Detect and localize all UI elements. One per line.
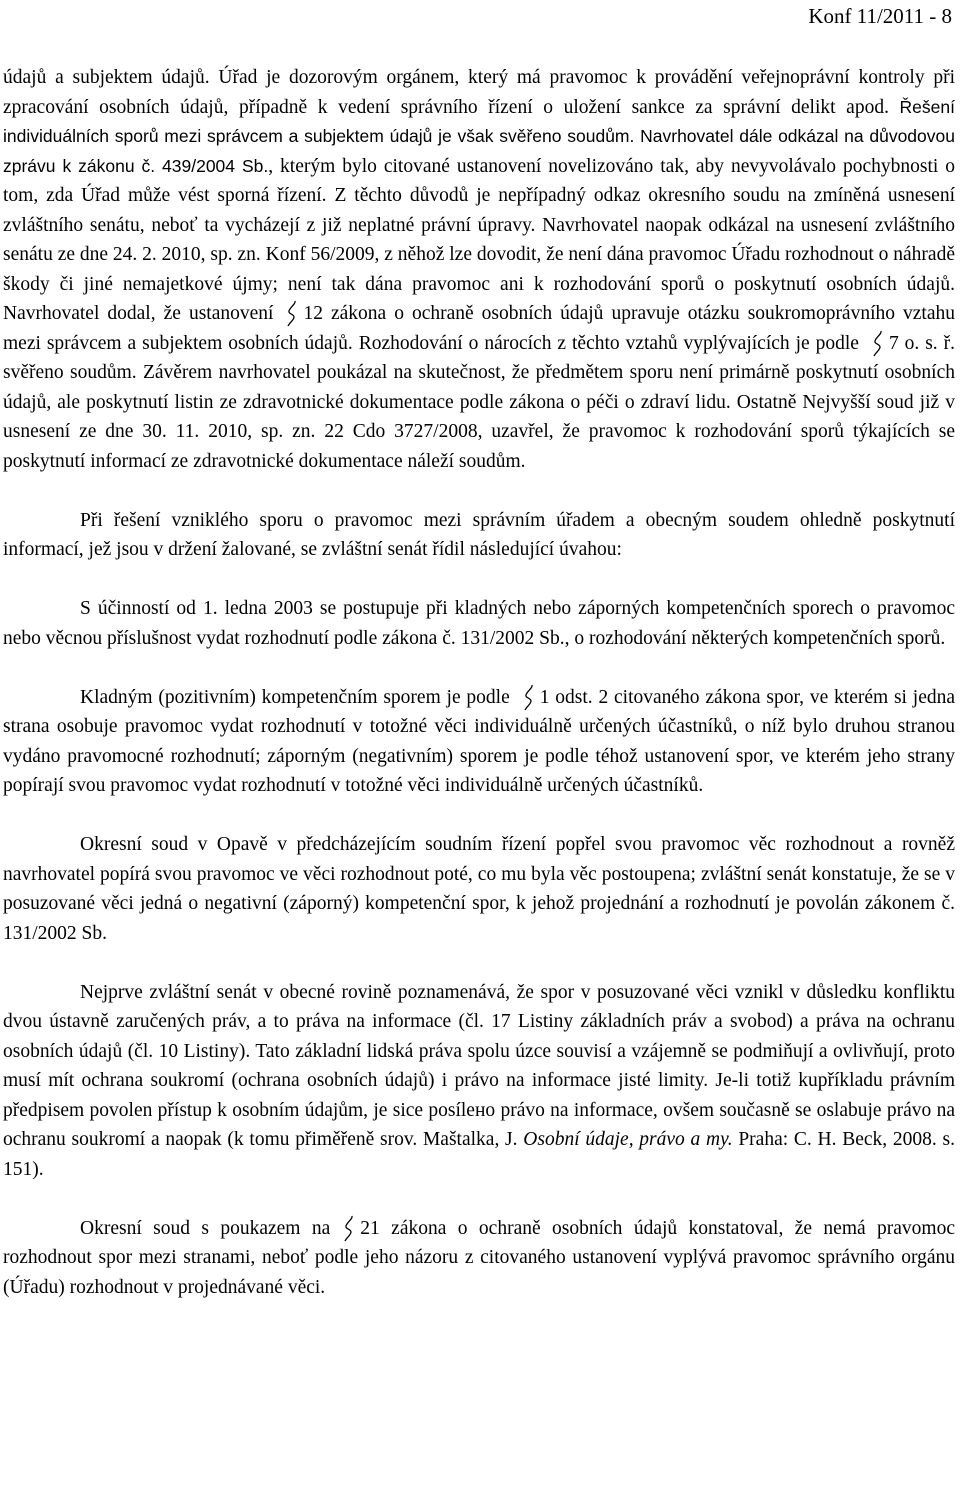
- paragraph-navrhovatel-arguments: [3, 63, 955, 476]
- text-segment: Okresní soud s poukazem na: [80, 1217, 331, 1239]
- text-segment: 7 o. s. ř. svěřeno soudům. Závěrem navrhovatel poukázal na skutečnost, že předmětem sporu není primárně poskytnutí osobních údajů, ale poskytnutí listin ze zdravotnické dokumentace podle zákona o péči o zdraví lidu. Ostatně Nejvyšší soud již v usnesení ze dne 30. 11. 2010, sp. zn. 22 Cdo 3727/2008, uzavřel, že pravomoc k rozhodování sporů týkajících se poskytnutí informací ze zdravotnické dokumentace náleží soudům.: [3, 332, 955, 472]
- text-segment: Praha: C. H. Beck, 2008. s. 151).: [3, 1129, 956, 1180]
- text-segment: Z těchto důvodů je nepřípadný odkaz okresního soudu na zmíněná usnesení zvláštního senátu, neboť ta vycházejí z již neplatné právní úpravy. Navrhovatel naopak odkázal na usnesení zvláštního senátu ze dne 24. 2. 2010, sp. zn.: [3, 185, 955, 265]
- text-segment: Konf 56/2009, z něhož lze dovodit, že není dána pravomoc Úřadu rozhodnout o náhradě škody či jiné nemajetkové újmy; není tak dána pravomoc ani k rozhodování sporů o poskytnutí osobních údajů. Navrhovatel dodal, že ustanovení: [3, 244, 955, 324]
- paragraph-rights-conflict: [3, 978, 955, 1185]
- paragraph-effective-date: S účinností od 1. ledna 2003 se postupuje při kladných nebo záporných kompetenčních sporech o pravomoc nebo věcnou příslušnost vydat rozhodnutí podle zákona č. 131/2002 Sb., o rozhodování některých kompetenčních sporů.: [3, 598, 955, 649]
- text-segment: Nejprve zvláštní senát v obecné rovině poznamenává, že spor v posuzované věci vznikl v důsledku konfliktu dvou ústavně zaručených práv, a to práva na informace (čl. 17 Listiny základních práv a svobod) a práva na ochranu osobních údajů (čl. 10 Listiny). Tato základní lidská práva spolu úzce souvisí a vzájemně se podmiňují a ovlivňují, proto musí mít ochrana soukromí (ochrana osobních údajů) i právo na informace jisté limity. Je-li totiž kupříkladu právním předpisem povolen přístup k osobním údajům, je sice posílено právo na informace, ovšem současně se oslabuje právo na ochranu soukromí a naopak (k tomu přiměřeně srov. Maštalka, J.: [3, 981, 955, 1150]
- text-segment: , kterým bylo citované ustanovení novelizováno tak, aby nevyvolávalo pochybnosti o tom, zda Úřad může vést sporná řízení.: [3, 155, 955, 206]
- section-sign-icon: [871, 330, 885, 357]
- section-sign-icon: [522, 684, 536, 711]
- paragraph-senate-reasoning-intro: Při řešení vzniklého sporu o pravomoc mezi správním úřadem a obecným soudem ohledně poskytnutí informací, jež jsou v držení žalované, se zvláštní senát řídil následující úvahou:: [3, 509, 955, 560]
- section-sign-icon: [285, 300, 299, 327]
- running-header: Konf 11/2011 - 8: [808, 4, 952, 28]
- text-segment: 12 zákona o ochraně osobních údajů upravuje otázku soukromoprávního vztahu mezi správcem a subjektem osobních údajů. Rozhodování o nárocích z těchto vztahů vyplývajících je podle: [3, 303, 956, 354]
- text-segment: 21 zákona o ochraně osobních údajů konstatoval, že nemá pravomoc rozhodnout spor mezi stranami, neboť podle jeho názoru z citovaného ustanovení vyplývá pravomoc správního orgánu (Úřadu) rozhodnout v projednávané věci.: [3, 1217, 956, 1298]
- text-segment: Kladným (pozitivním) kompetenčním sporem je podle: [80, 686, 510, 708]
- document-body: [3, 63, 955, 1302]
- paragraph-district-court-position: [3, 1214, 955, 1303]
- text-segment-sans: Řešení individuálních sporů mezi správcem a subjektem údajů je však svěřeno soudům. Navrhovatel dále odkázal na důvodovou zprávu k zákonu č. 439/2004 Sb.: [3, 96, 955, 176]
- citation-title: Osobní údaje, právo a my.: [523, 1129, 733, 1150]
- text-segment: 1 odst. 2 citovaného zákona spor, ve kterém si jedna strana osobuje pravomoc vydat rozhodnutí v totožné věci individuálně určených účastníků, o níž bylo druhou stranou vydáno pravomocné rozhodnutí; záporným (negativním) sporem je podle téhož ustanovení spor, ve kterém jeho strany popírají svou pravomoc vydat rozhodnutí v totožné věci individuálně určených účastníků.: [3, 686, 955, 796]
- section-sign-icon: [342, 1215, 356, 1242]
- paragraph-opava-court: Okresní soud v Opavě v předcházejícím soudním řízení popřel svou pravomoc věc rozhodnout a rovněž navrhovatel popírá svou pravomoc ve věci rozhodnout poté, co mu byla věc postoupena; zvláštní senát konstatuje, že se v posuzované věci jedná o negativní (záporný) kompetenční spor, k jehož projednání a rozhodnutí je povolán zákonem č. 131/2002 Sb.: [3, 834, 955, 944]
- text-segment: údajů a subjektem údajů. Úřad je dozorovým orgánem, který má pravomoc k provádění veřejnoprávní kontroly při zpracování osobních údajů, případně k vedení správního řízení o uložení sankce za správní delikt apod.: [3, 67, 955, 118]
- paragraph-positive-dispute: [3, 683, 955, 801]
